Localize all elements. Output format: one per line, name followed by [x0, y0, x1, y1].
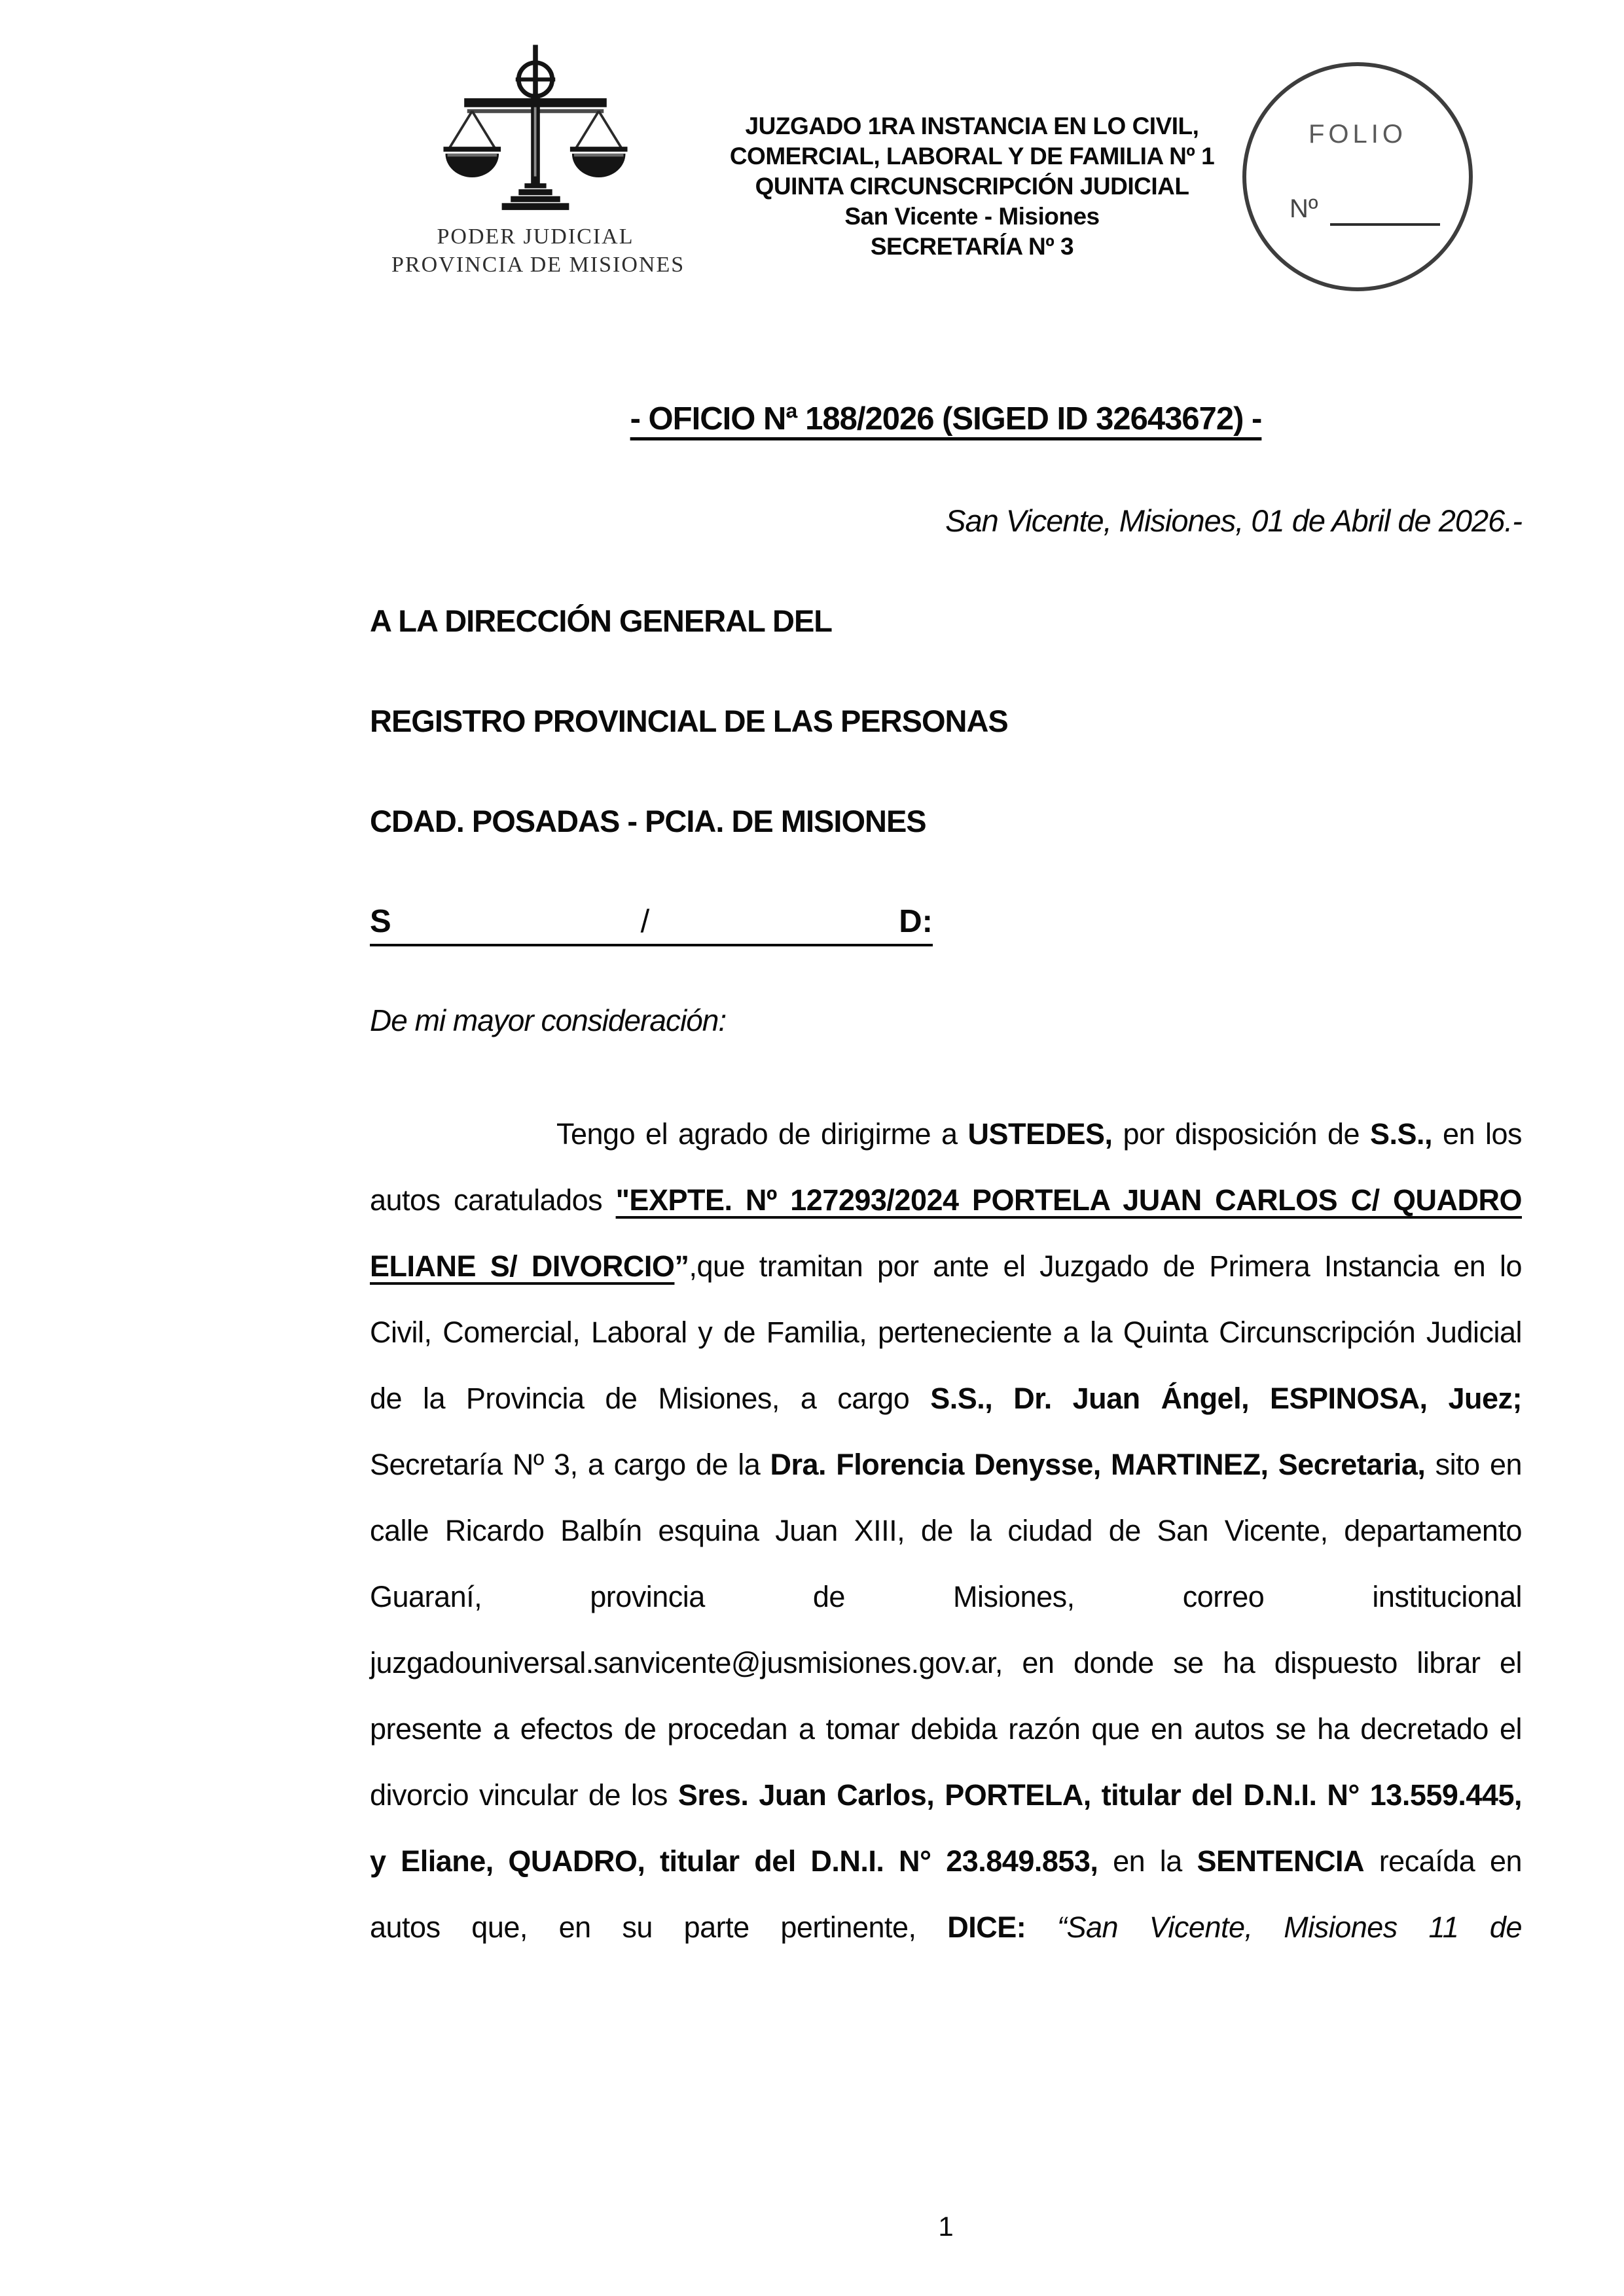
document-body — [370, 0, 1522, 1960]
text-run: DICE: — [947, 1910, 1026, 1944]
text-run: S.S., Dr. Juan Ángel, ESPINOSA, Juez; — [930, 1382, 1522, 1415]
page-number: 1 — [938, 2211, 954, 2242]
text-run: en los autos caratulados — [370, 1117, 1522, 1217]
salutation-d: D: — [899, 904, 933, 939]
court-name-line: SECRETARÍA Nº 3 — [870, 233, 1074, 260]
folio-number-label: Nº — [1290, 194, 1318, 223]
addressee-block — [370, 603, 1522, 840]
court-name-line: COMERCIAL, LABORAL Y DE FAMILIA Nº 1 — [729, 143, 1215, 170]
text-run: S.S., — [1370, 1117, 1433, 1151]
court-name-line: JUZGADO 1RA INSTANCIA EN LO CIVIL, — [745, 113, 1199, 139]
folio-label: FOLIO — [1308, 120, 1407, 149]
court-name-line: San Vicente - Misiones — [844, 203, 1100, 230]
oficio-title: - OFICIO Nª 188/2026 (SIGED ID 32643672) - — [630, 401, 1262, 437]
dateline: San Vicente, Misiones, 01 de Abril de 2026.- — [945, 503, 1522, 538]
court-name-line: QUINTA CIRCUNSCRIPCIÓN JUDICIAL — [755, 173, 1189, 200]
text-run: Secretaría Nº 3, a cargo de la — [370, 1448, 770, 1481]
text-run: SENTENCIA — [1197, 1844, 1365, 1878]
text-run: ,que tramitan por ante el Juzgado de Primera Instancia en lo Civil, Comercial, Laboral y de Familia, perteneciente a la Quinta Circunscripción Judicial de la Provincia de Misiones, a cargo — [370, 1249, 1522, 1415]
text-run: “San Vicente, Misiones 11 de — [1056, 1910, 1522, 1944]
addressee-line: A LA DIRECCIÓN GENERAL DEL — [370, 603, 833, 638]
salutation-s: S — [370, 904, 391, 939]
text-run: sito en calle Ricardo Balbín esquina Juan XIII, de la ciudad de San Vicente, departamento Guaraní, provincia de Misiones, correo institucional juzgadouniversal.sanvicente@jusmisiones.gov.ar, en donde se ha dispuesto librar el presente a efectos de procedan a tomar debida razón que en autos se ha decretado el divorcio vincular de los — [370, 1448, 1522, 1812]
text-run: en la — [1098, 1844, 1197, 1878]
text-run: Dra. Florencia Denysse, MARTINEZ, Secretaria, — [770, 1448, 1426, 1481]
text-run: USTEDES, — [967, 1117, 1113, 1151]
salutation-slash: / — [640, 904, 650, 939]
salutation-underline — [370, 903, 933, 946]
salutation-line — [370, 903, 1522, 946]
logo-caption-line2: PROVINCIA DE MISIONES — [391, 253, 685, 277]
greeting: De mi mayor consideración: — [370, 1003, 727, 1037]
body-paragraph — [370, 1101, 1522, 1960]
logo-caption-line1: PODER JUDICIAL — [437, 224, 634, 249]
addressee-line: CDAD. POSADAS - PCIA. DE MISIONES — [370, 804, 926, 838]
text-run — [1026, 1910, 1057, 1944]
text-run: recaída en autos que, en su parte pertinente, — [370, 1844, 1522, 1944]
text-run: Sres. Juan Carlos, PORTELA, titular del D.N.I. N° 13.559.445, y Eliane, QUADRO, titular del D.N.I. N° 23.849.853, — [370, 1778, 1522, 1878]
addressee-line: REGISTRO PROVINCIAL DE LAS PERSONAS — [370, 704, 1008, 738]
text-run: Tengo el agrado de dirigirme a — [556, 1117, 968, 1151]
text-run: "EXPTE. Nº 127293/2024 PORTELA JUAN CARLOS C/ QUADRO ELIANE S/ DIVORCIO — [370, 1183, 1523, 1283]
text-run: ” — [674, 1249, 689, 1283]
text-run: por disposición de — [1112, 1117, 1370, 1151]
